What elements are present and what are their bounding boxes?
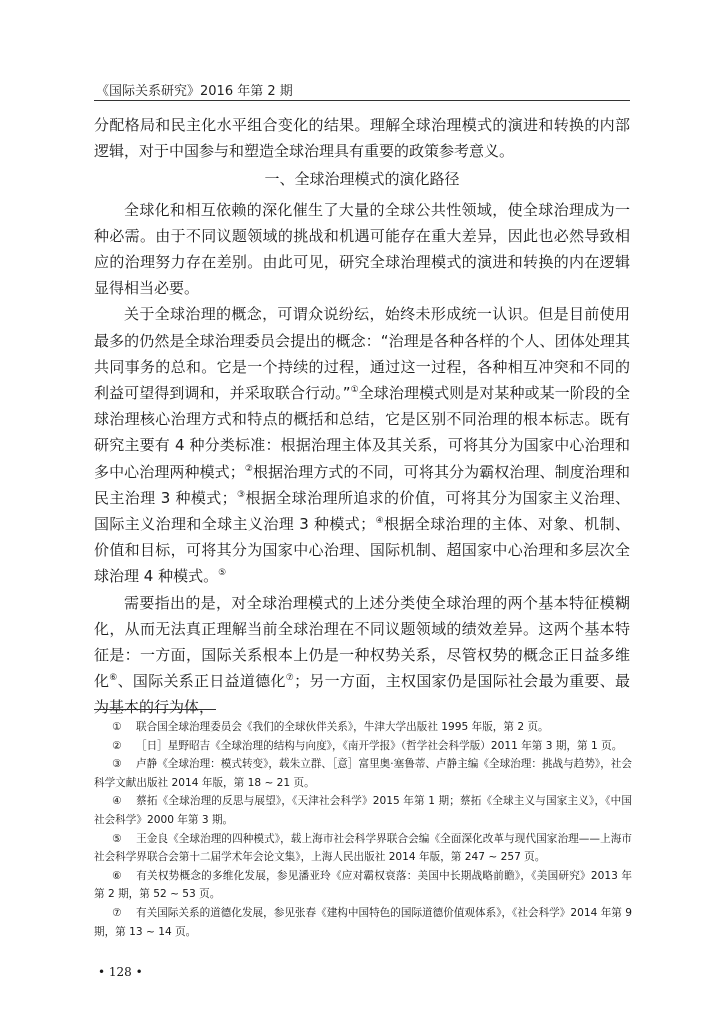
- running-header: 《国际关系研究》2016 年第 2 期: [96, 84, 293, 99]
- body-text: [94, 112, 630, 721]
- header-rule: [94, 100, 630, 101]
- footnote-7: [94, 904, 632, 941]
- footnote-text: 蔡拓《全球治理的反思与展望》，《天津社会科学》2015 年第 1 期；蔡拓《全球主义与国家主义》，《中国社会科学》2000 年第 3 期。: [94, 795, 632, 826]
- footnote-text: 卢静《全球治理：模式转变》，载朱立群、［意］富里奥·塞鲁蒂、卢静主编《全球治理：挑战与趋势》，社会科学文献出版社 2014 年版，第 18 ~ 21 页。: [94, 758, 632, 789]
- footnote-marker: ⑤: [112, 832, 122, 845]
- footnote-ref-3[interactable]: ③: [236, 489, 246, 500]
- footnote-1: [94, 718, 632, 737]
- paragraph-3-text-4: 根据全球治理所追求的价值，可将其分为国家主义治理、国际主义治理和全球主义治理 3 种模式；: [94, 488, 630, 534]
- paragraph-3: [94, 301, 630, 589]
- footnote-marker: ④: [112, 795, 122, 808]
- footnote-ref-2[interactable]: ②: [244, 463, 253, 474]
- paragraph-3-text-2: 全球治理模式则是对某种或某一阶段的全球治理核心治理方式和特点的概括和总结，它是区别不同治理的根本标志。既有研究主要有 4 种分类标准：根据治理主体及其关系，可将其分为国家中心治理和多中心治理两种模式；: [94, 384, 630, 481]
- footnote-text: 王金良《全球治理的四种模式》，载上海市社会科学界联合会编《全面深化改革与现代国家治理——上海市社会科学界联合会第十二届学术年会论文集》，上海人民出版社 2014 年版，第 247 ~ 257 页。: [94, 832, 632, 864]
- footnote-ref-4[interactable]: ④: [375, 516, 385, 527]
- footnote-6: [94, 867, 632, 904]
- footnote-ref-6[interactable]: ⑥: [109, 673, 118, 684]
- paragraph-4: [94, 590, 630, 721]
- footnotes: [94, 718, 632, 941]
- paragraph-3-text-3: 根据治理方式的不同，可将其分为霸权治理、制度治理和民主治理 3 种模式；: [94, 462, 630, 507]
- paragraph-3-text-5: 根据全球治理的主体、对象、机制、价值和目标，可将其分为国家中心治理、国际机制、超国家中心治理和多层次全球治理 4 种模式。: [94, 515, 630, 586]
- footnote-ref-1[interactable]: ①: [350, 385, 359, 396]
- paragraph-4-text-2: 、国际关系正日益道德化: [117, 672, 286, 691]
- paragraph-4-text-1: 需要指出的是，对全球治理模式的上述分类使全球治理的两个基本特征模糊化，从而无法真正理解当前全球治理在不同议题领域的绩效差异。这两个基本特征是：一方面，国际关系根本上仍是一种权势关系，尽管权势的概念正日益多维化: [94, 593, 630, 691]
- paragraph-2: 全球化和相互依赖的深化催生了大量的全球公共性领域，使全球治理成为一种必需。由于不同议题领域的挑战和机遇可能存在重大差异，因此也必然导致相应的治理努力存在差别。由此可见，研究全球治理模式的演进和转换的内在逻辑显得相当必要。: [94, 200, 630, 298]
- footnote-text: ［日］星野昭吉《全球治理的结构与向度》，《南开学报》（哲学社会科学版）2011 年第 3 期，第 1 页。: [136, 739, 623, 752]
- footnote-rule: [94, 709, 216, 710]
- footnote-text: 有关国际关系的道德化发展，参见张春《建构中国特色的国际道德价值观体系》，《社会科学》2014 年第 9 期，第 13 ~ 14 页。: [94, 906, 632, 938]
- section-heading: 一、全球治理模式的演化路径: [264, 170, 460, 189]
- footnote-marker: ②: [112, 739, 122, 752]
- footnote-ref-5[interactable]: ⑤: [218, 568, 227, 579]
- paragraph-3-text-1: 关于全球治理的概念，可谓众说纷纭，始终未形成统一认识。但是目前使用最多的仍然是全球治理委员会提出的概念：“治理是各种各样的个人、团体处理其共同事务的总和。它是一个持续的过程，通过这一过程，各种相互冲突和不同的利益可望得到调和，并采取联合行动。”: [94, 305, 630, 403]
- footnote-4: [94, 792, 632, 829]
- paragraph-4-text-3: ；另一方面，主权国家仍是国际社会最为重要、最为基本的行为体，: [94, 672, 630, 717]
- footnote-text: 联合国全球治理委员会《我们的全球伙伴关系》，牛津大学出版社 1995 年版，第 2 页。: [136, 721, 549, 733]
- footnote-marker: ③: [112, 758, 122, 771]
- paragraph-1: 分配格局和民主化水平组合变化的结果。理解全球治理模式的演进和转换的内部逻辑，对于中国参与和塑造全球治理具有重要的政策参考意义。: [94, 116, 630, 161]
- page-number: • 128 •: [98, 965, 143, 979]
- footnote-3: [94, 755, 632, 792]
- footnote-ref-7[interactable]: ⑦: [285, 673, 295, 684]
- footnote-marker: ①: [112, 721, 122, 733]
- footnote-marker: ⑦: [112, 906, 122, 919]
- footnote-marker: ⑥: [112, 869, 122, 882]
- footnote-text: 有关权势概念的多维化发展，参见潘亚玲《应对霸权衰落：美国中长期战略前瞻》，《美国研究》2013 年第 2 期，第 52 ~ 53 页。: [94, 869, 632, 901]
- footnote-2: [94, 737, 632, 756]
- footnote-5: [94, 830, 632, 867]
